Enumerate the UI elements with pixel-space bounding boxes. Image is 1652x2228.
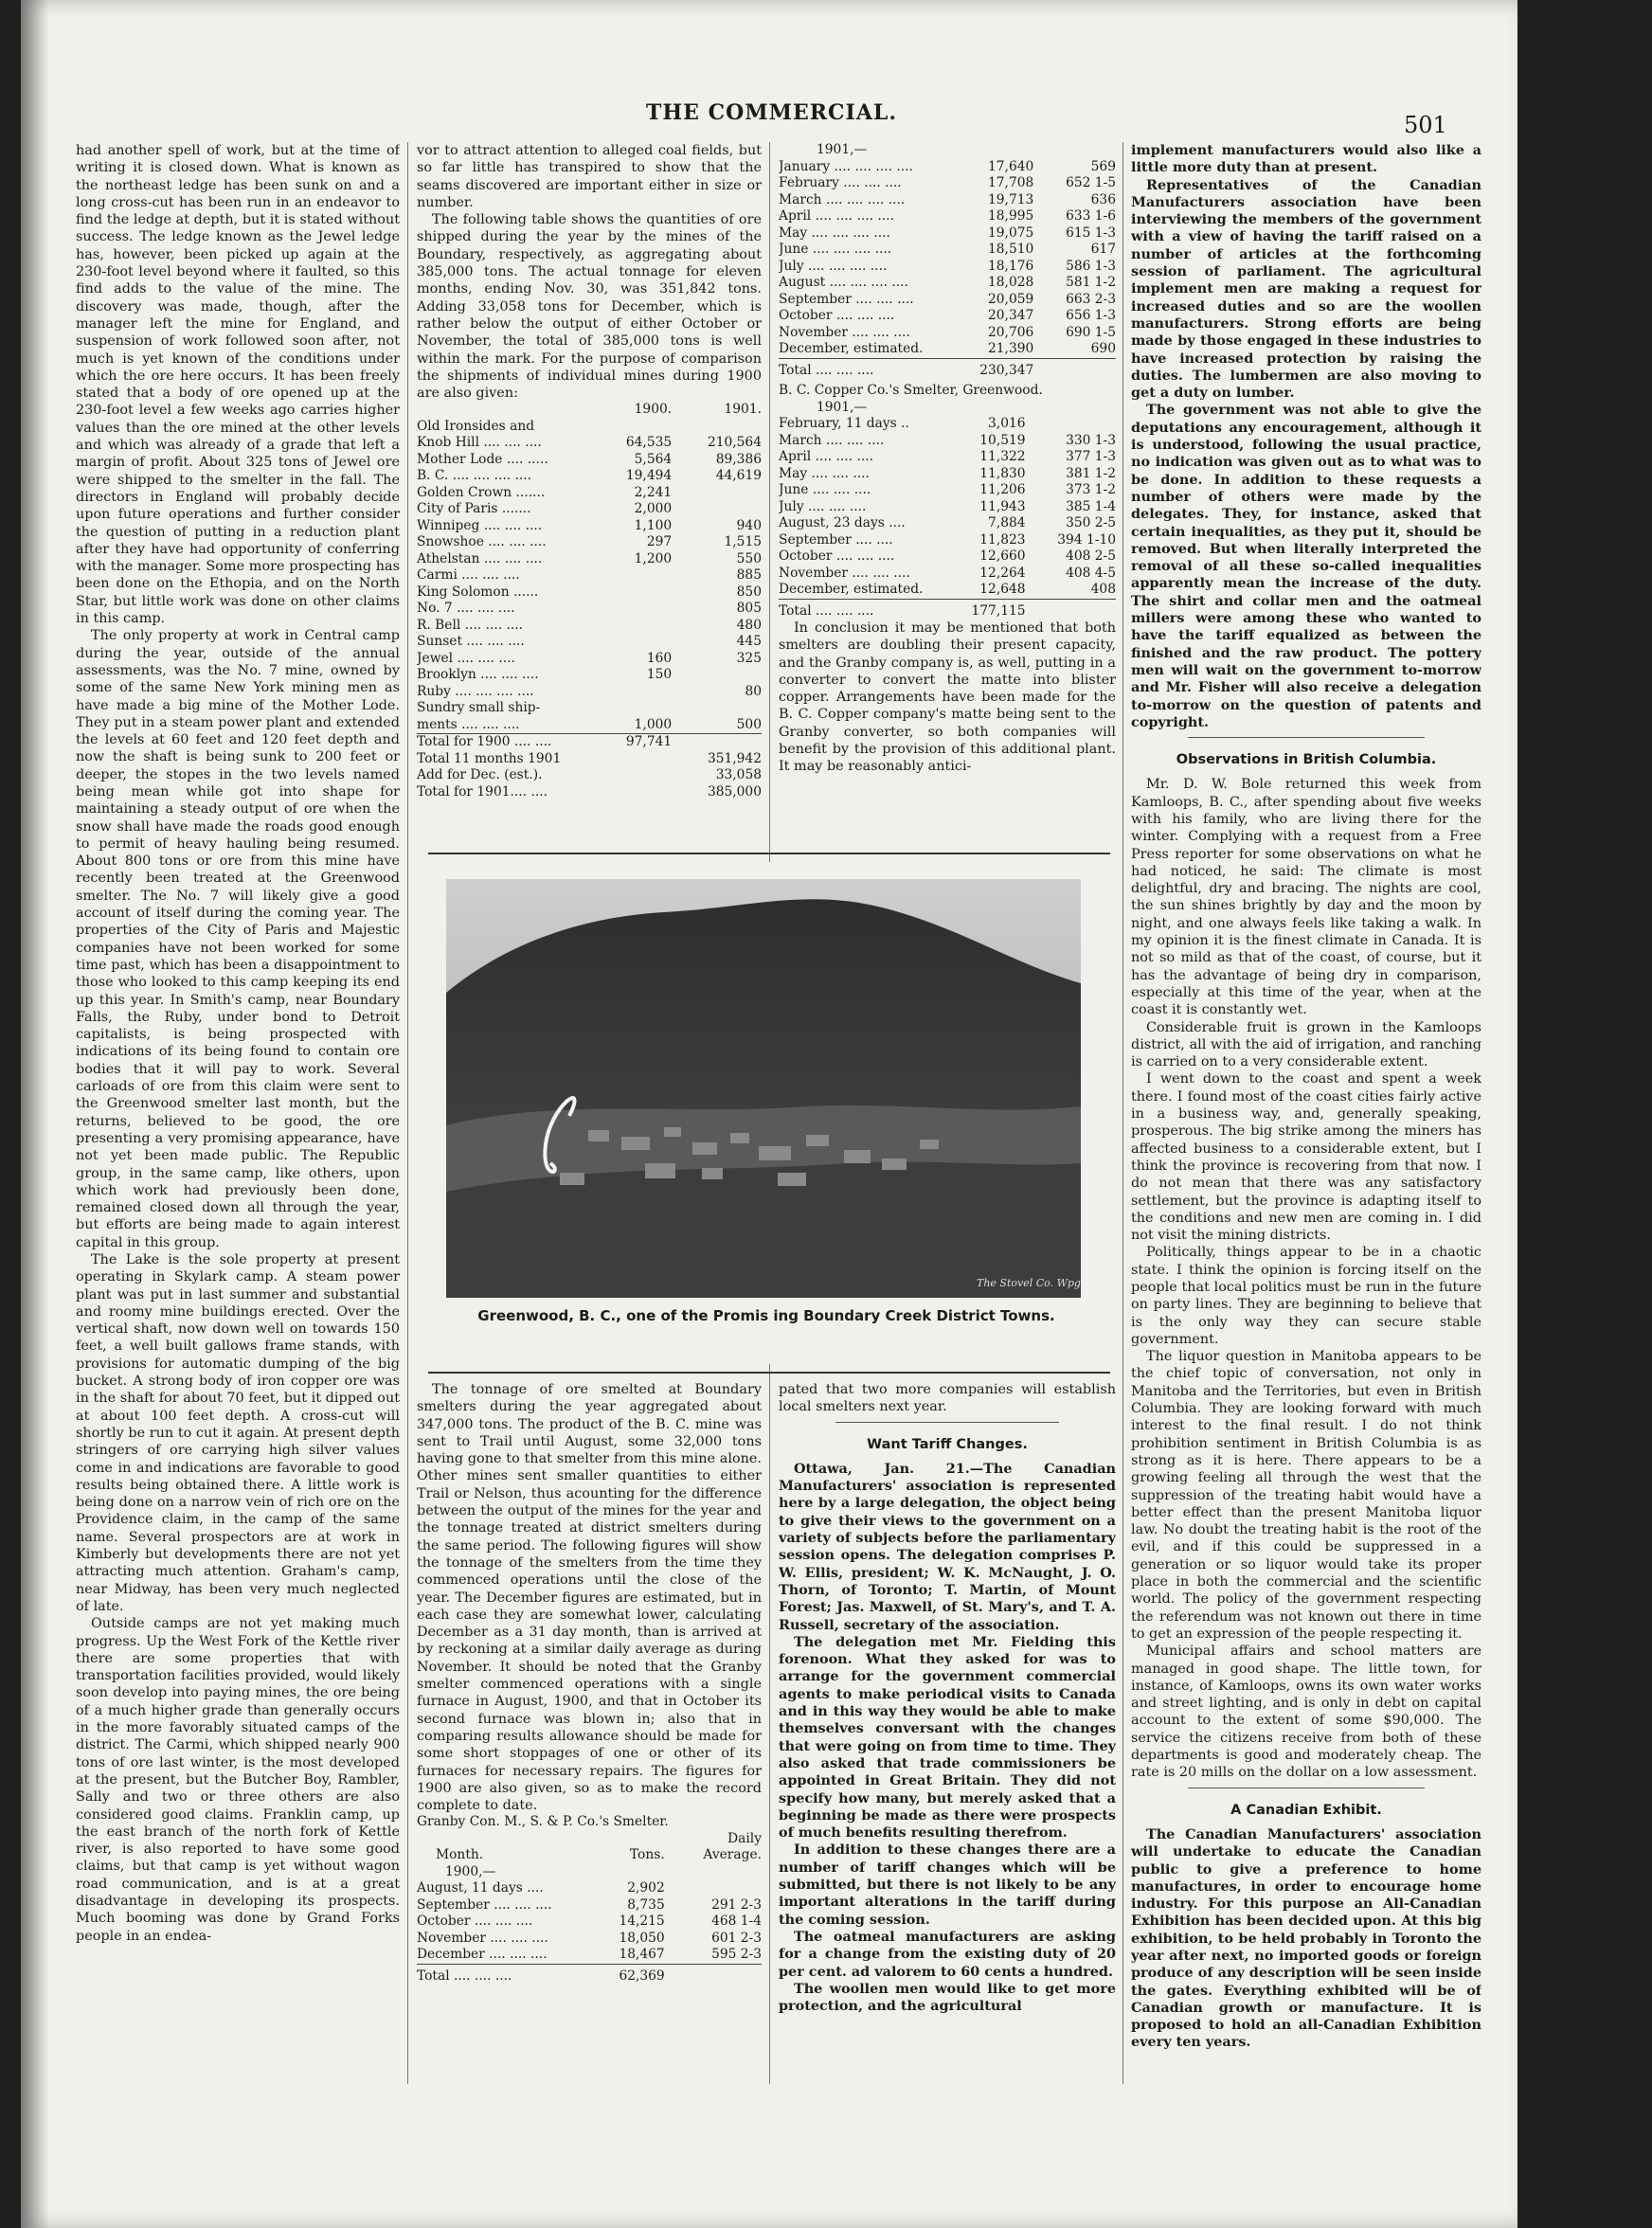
table-cell: September .... .... ....	[417, 1896, 552, 1913]
table-row	[779, 341, 1116, 358]
divider	[1188, 737, 1425, 738]
table-row	[779, 292, 1116, 309]
table-row	[417, 1931, 762, 1948]
total-label: Total .... .... ....	[417, 1964, 598, 1985]
table-cell	[606, 634, 691, 651]
table-cell: 8,735	[627, 1896, 665, 1913]
table-cell: 19,075	[988, 225, 1034, 241]
total-value: 62,369	[598, 1964, 684, 1985]
table-cell: 12,648	[979, 582, 1026, 597]
table-cell: Athelstan .... .... ....	[417, 550, 543, 566]
table-cell: November .... .... ....	[779, 324, 910, 340]
table-cell: 291 2-3	[711, 1896, 762, 1913]
table-cell: 1,200	[634, 550, 673, 566]
article-paragraph: In addition to these changes there are a number of tariff changes which will be submitted, but there is not likely to be any important alterations in the tariff during the coming session.	[779, 1842, 1116, 1928]
table-cell: March .... .... ....	[779, 432, 885, 448]
table-cell	[606, 700, 691, 717]
table-cell: 21,390	[988, 341, 1034, 356]
table-row	[417, 419, 762, 436]
table-cell: 633 1-6	[1066, 208, 1116, 224]
article-paragraph: vor to attract attention to alleged coal fields, but so far little has transpired to show that the seams discovered are important either in size or number.	[417, 143, 762, 210]
table-cell: 10,519	[979, 432, 1026, 448]
table-row	[417, 435, 762, 452]
table-cell: 11,322	[979, 449, 1026, 464]
table-cell: 601 2-3	[711, 1930, 762, 1946]
table-cell: 656 1-3	[1066, 308, 1116, 323]
table-row	[779, 159, 1116, 176]
table-cell: Total for 1901.... ....	[417, 783, 548, 800]
article-paragraph: The Canadian Manufacturers' association will undertake to educate the Canadian public to give a preference to home manufactures, in order to encourage home industry. For this purpose an All-Canadian Exhibition has been decided upon. At this big exhibition, to be held probably in Toronto the year after next, no imported goods or foreign produce of any description will be seen inside the gates. Everything exhibited will be of Canadian growth or manufacture. It is proposed to hold an all-Canadian Exhibition every ten years.	[1131, 1825, 1481, 2051]
page-title: THE COMMERCIAL.	[646, 100, 898, 125]
table-cell: Add for Dec. (est.).	[417, 767, 543, 783]
table-cell: 18,467	[619, 1947, 665, 1963]
table-cell: Brooklyn .... .... ....	[417, 667, 539, 683]
photo-block	[432, 870, 1101, 1364]
table-cell: January .... .... .... ....	[779, 158, 913, 174]
table-cell: 2,902	[627, 1880, 665, 1896]
table-cell: 2,000	[634, 501, 673, 517]
table-cell: 89,386	[715, 451, 762, 467]
table-cell: ments .... .... ....	[417, 716, 520, 732]
table-cell: King Solomon ......	[417, 584, 539, 600]
table-cell: Snowshoe .... .... ....	[417, 534, 547, 550]
article-paragraph: Municipal affairs and school matters are managed in good shape. The little town, for instance, of Kamloops, owns its own water works and street lighting, and is only in debt on capital account to the extent of some $90,000. The service the citizens receive from both of these departments is good and moderately cheap. The rate is 20 mills on the dollar on a low assessment.	[1131, 1644, 1481, 1781]
column-header: 1901.	[724, 402, 762, 418]
table-cell: June .... .... ....	[779, 482, 871, 497]
table-cell: May .... .... .... ....	[779, 225, 890, 241]
table-cell: Total 11 months 1901	[417, 750, 562, 766]
table-cell	[691, 501, 762, 518]
table-cell: 18,176	[988, 258, 1034, 274]
table-cell	[606, 618, 691, 635]
table-row	[779, 449, 1116, 466]
table-cell: 615 1-3	[1066, 225, 1116, 241]
table-year-label: 1901,—	[817, 142, 868, 157]
table-heading: B. C. Copper Co.'s Smelter, Greenwood.	[779, 383, 1043, 398]
article-paragraph: The tonnage of ore smelted at Boundary smelters during the year aggregated about 347,000 tons. The product of the B. C. mine was sent to Trail until August, some 32,000 tons having gone to that smelter from this mine alone. Other mines sent smaller quantities to either Trail or Nelson, thus acounting for the difference between the output of the mines for the year and the tonnage treated at district smelters during the same period. The following figures will show the tonnage of the smelters from the time they commenced operations until the close of the year. The December figures are estimated, but in each case they are somewhat lower, calculating December as a 31 day month, than is arrived at by reckoning at a similar daily average as during November. It should be noted that the Granby smelter commenced operations with a single furnace in August, 1900, and that in October its second furnace was blown in; also that in comparing results allowance should be made for some short stoppages of one or other of its furnaces for necessary repairs. The figures for 1900 are also given, so as to make the record complete to date.	[417, 1382, 762, 1814]
table-cell: Sundry small ship-	[417, 700, 541, 716]
table-row	[417, 534, 762, 551]
table-cell: 550	[736, 550, 762, 566]
table-cell: 64,535	[625, 435, 673, 451]
table-cell: 850	[736, 584, 762, 600]
table-cell	[606, 751, 691, 768]
table-row	[417, 618, 762, 635]
table-row	[417, 518, 762, 535]
table-cell: 408 4-5	[1066, 565, 1116, 581]
article-paragraph: Representatives of the Canadian Manufacturers association have been interviewing the members of the government with a view of having the tariff raised on a number of articles at the forthcoming session of parliament. The agricultural implement men are making a request for increased duties and so are the woollen manufacturers. Strong efforts are being made by those engaged in these industries to have increased protection by raising the duties. The lumbermen are also moving to get a duty on lumber.	[1131, 176, 1481, 402]
newspaper-page	[21, 0, 1517, 2228]
table-cell: 636	[1090, 191, 1116, 207]
article-paragraph: Politically, things appear to be in a chaotic state. I think the opinion is forcing itself on the people that local politics must be run in the future on party lines. They are beginning to believe that is the only way they can secure stable government.	[1131, 1245, 1481, 1347]
table-cell: 18,995	[988, 208, 1034, 224]
table-row	[779, 192, 1116, 209]
table-cell: February .... .... ....	[779, 175, 902, 190]
table-cell: 12,660	[979, 548, 1026, 564]
article-paragraph: Ottawa, Jan. 21.—The Canadian Manufacturers' association is represented here by a large delegation, the object being to give their views to the government on a variety of subjects before the parliamentary session opens. The delegation comprises P. W. Ellis, president; W. K. McNaught, J. O. Thorn, of Toronto; T. Martin, of Mount Forest; Jas. Maxwell, of St. Mary's, and T. A. Russell, secretary of the association.	[779, 1460, 1116, 1633]
table-row	[417, 751, 762, 768]
table-cell: 885	[736, 567, 762, 584]
table-cell: May .... .... ....	[779, 465, 870, 481]
table-cell: 20,706	[988, 324, 1034, 340]
table-cell: 581 1-2	[1066, 275, 1116, 290]
table-cell: April .... .... .... ....	[779, 208, 894, 224]
table-cell	[691, 734, 762, 751]
table-cell	[691, 700, 762, 717]
greenwood-town-photo	[446, 879, 1081, 1298]
table-cell	[606, 419, 691, 436]
table-cell: 350 2-5	[1066, 515, 1116, 530]
column-rule	[769, 1364, 770, 2084]
column-header: Tons.	[629, 1847, 665, 1863]
table-cell: Knob Hill .... .... ....	[417, 435, 542, 451]
table-cell: 1,515	[724, 534, 762, 550]
table-cell: February, 11 days ..	[779, 416, 909, 431]
table-heading: Granby Con. M., S. & P. Co.'s Smelter.	[417, 1814, 669, 1830]
table-row	[779, 499, 1116, 516]
table-cell: 373 1-2	[1066, 482, 1116, 497]
article-paragraph: Outside camps are not yet making much progress. Up the West Fork of the Kettle river there are some properties that with transportation facilities provided, would likely soon develop into paying mines, the ore being of a much higher grade than generally occurs in the more favorably situated camps of the district. The Carmi, which shipped nearly 900 tons of ore last winter, is the most developed at the present, but the Butcher Boy, Rambler, Sally and two or three others are also considered good claims. Franklin camp, up the east branch of the north fork of Kettle river, is also reported to have some good claims, but that camp is yet without wagon road communication, and is at a great disadvantage in developing its prospects. Much booming was done by Grand Forks people in an endea-	[76, 1616, 400, 1944]
bc-copper-table	[779, 416, 1116, 620]
table-cell: B. C. .... .... .... ....	[417, 468, 532, 484]
table-row	[779, 175, 1116, 192]
table-cell: July .... .... ....	[779, 498, 867, 514]
table-cell: 445	[736, 634, 762, 650]
table-row	[417, 1897, 762, 1914]
table-row	[779, 242, 1116, 259]
photo-caption: Greenwood, B. C., one of the Promis ing Boundary Creek District Towns.	[477, 1307, 1055, 1324]
table-row	[417, 567, 762, 584]
table-cell: August .... .... .... ....	[779, 275, 908, 290]
table-cell: 18,050	[619, 1930, 665, 1946]
article-paragraph: The government was not able to give the deputations any encouragement, although it is understood, following the usual practice, no indication was given out as to what was to be done. In addition to these requests a number of others were made by the delegates. They, for instance, asked that certain inequalities, as they put it, should be removed. But when literally interpreted the removal of all these so-called inequalities apparently mean the increase of the duty. The shirt and collar men and the oatmeal millers were among these who wanted to have the tariff equalized as between the finished and the raw product. The pottery men will wait on the government to-morrow and Mr. Fisher will also receive a delegation to-morrow on the question of patents and copyright.	[1131, 402, 1481, 730]
table-cell: 1,100	[634, 517, 673, 533]
table-cell: R. Bell .... .... ....	[417, 617, 524, 633]
table-cell	[606, 567, 691, 584]
table-cell	[1045, 416, 1116, 433]
table-cell: 97,741	[606, 734, 691, 751]
column-3-upper	[779, 142, 1116, 862]
table-row	[417, 767, 762, 784]
table-row	[779, 433, 1116, 450]
table-cell: December, estimated.	[779, 582, 924, 597]
table-row	[417, 1947, 762, 1964]
table-cell: October .... .... ....	[417, 1914, 533, 1930]
table-row	[779, 548, 1116, 566]
table-cell	[691, 485, 762, 502]
table-cell: 690 1-5	[1066, 324, 1116, 340]
table-cell	[606, 767, 691, 784]
table-cell: 11,943	[979, 498, 1026, 514]
table-row	[417, 634, 762, 651]
table-cell: 19,494	[625, 468, 673, 484]
total-value: 230,347	[961, 358, 1052, 379]
table-cell: 408 2-5	[1066, 548, 1116, 564]
column-1	[76, 142, 400, 2084]
section-rule	[428, 1372, 1110, 1374]
table-row	[779, 325, 1116, 342]
table-cell: November .... .... ....	[417, 1930, 548, 1946]
table-cell: 690	[1090, 341, 1116, 356]
table-row	[417, 1914, 762, 1931]
table-cell: 11,206	[979, 482, 1026, 497]
table-cell: 17,640	[988, 158, 1034, 174]
table-cell: 617	[1090, 242, 1116, 257]
table-row	[779, 259, 1116, 276]
table-cell: 940	[736, 517, 762, 533]
table-row	[417, 700, 762, 717]
section-heading: Observations in British Columbia.	[1176, 752, 1437, 768]
column-rule	[407, 142, 408, 2084]
table-cell: 1,000	[634, 716, 673, 732]
table-row	[417, 651, 762, 668]
table-row	[417, 501, 762, 518]
table-cell: 150	[646, 667, 673, 683]
section-heading: Want Tariff Changes.	[867, 1436, 1028, 1452]
table-cell: 44,619	[715, 468, 762, 484]
article-paragraph: I went down to the coast and spent a week there. I found most of the coast cities fairly active in a business way, and, generally speaking, prosperous. The big strike among the miners has affected business to a considerable extent, but I think the province is recovering from that now. I do not mean that there was any satisfactory settlement, but the province is adapting itself to the conditions and new men are coming in. I did not visit the mining districts.	[1131, 1071, 1481, 1244]
table-cell: 330 1-3	[1066, 432, 1116, 448]
table-cell: March .... .... .... ....	[779, 191, 906, 207]
table-cell: 33,058	[715, 767, 762, 783]
table-cell: 17,708	[988, 175, 1034, 190]
table-cell	[691, 667, 762, 684]
table-row	[417, 468, 762, 485]
article-paragraph: Considerable fruit is grown in the Kamloops district, all with the aid of irrigation, and ranching is carried on to a very considerable extent.	[1131, 1019, 1481, 1070]
table-cell: 18,510	[988, 242, 1034, 257]
table-cell: 381 1-2	[1066, 465, 1116, 481]
table-row	[417, 667, 762, 684]
landscape-illustration	[446, 879, 1081, 1298]
ore-shipments-table	[417, 402, 762, 800]
table-cell: Carmi .... .... ....	[417, 567, 520, 584]
table-cell: 351,942	[707, 750, 762, 766]
table-row	[779, 515, 1116, 532]
column-rule	[1122, 142, 1123, 2084]
article-paragraph: pated that two more companies will establish local smelters next year.	[779, 1382, 1116, 1415]
table-cell: 480	[736, 617, 762, 633]
table-row	[417, 452, 762, 469]
article-paragraph: implement manufacturers would also like a little more duty than at present.	[1131, 142, 1481, 176]
table-cell: 408	[1090, 582, 1116, 597]
total-label: Total .... .... ....	[779, 358, 961, 379]
table-cell: 20,059	[988, 291, 1034, 307]
table-cell: 663 2-3	[1066, 291, 1116, 307]
table-row	[779, 275, 1116, 292]
table-cell: 325	[736, 650, 762, 666]
table-cell: Jewel .... .... ....	[417, 650, 515, 666]
table-cell: 18,028	[988, 275, 1034, 290]
table-cell: 12,264	[979, 565, 1026, 581]
article-paragraph: The delegation met Mr. Fielding this forenoon. What they asked for was to arrange for the government commercial agents to make periodical visits to Canada and in this way they would be able to make themselves conversant with the changes that were going on from time to time. They also asked that trade commissioners be appointed in Great Britain. They did not specify how many, but merely asked that a beginning be made as there were prospects of much benefits resulting therefrom.	[779, 1633, 1116, 1842]
table-cell: No. 7 .... .... ....	[417, 601, 515, 617]
table-row	[417, 485, 762, 502]
table-cell	[606, 684, 691, 701]
table-cell: 5,564	[634, 451, 673, 467]
total-label: Total .... .... ....	[779, 599, 955, 620]
table-row	[417, 584, 762, 602]
granby-1900-table	[417, 1831, 762, 1985]
table-cell: 652 1-5	[1066, 175, 1116, 190]
section-rule	[428, 853, 1110, 854]
table-cell	[691, 419, 762, 436]
column-rule	[769, 142, 770, 862]
table-cell: Ruby .... .... .... ....	[417, 683, 534, 699]
table-cell: 19,713	[988, 191, 1034, 207]
table-cell	[684, 1880, 762, 1897]
table-cell: Golden Crown .......	[417, 484, 546, 500]
table-cell: October .... .... ....	[779, 548, 895, 564]
article-paragraph: The oatmeal manufacturers are asking for a change from the existing duty of 20 per cent. ad valorem to 60 cents a hundred.	[779, 1928, 1116, 1980]
table-row	[417, 734, 762, 751]
table-cell: December .... .... ....	[417, 1947, 548, 1963]
article-paragraph: had another spell of work, but at the time of writing it is closed down. What is known as the northeast ledge has been sunk on and a long cross-cut has been run in an endeavor to find the ledge at depth, but it is stated without success. The ledge known as the Jewel ledge has, however, been picked up again at the 230-foot level beyond where it faulted, so this find adds to the value of the mine. The discovery was made, though, after the manager left the mine for England, and suspension of work followed soon after, not much is yet known of the conditions under which the ore here occurs. It has been freely stated that a body of ore opened up at the 230-foot level a few weeks ago carries higher values than the ore mined at the other levels and which was already of a grade that left a margin of profit. About 325 tons of Jewel ore were shipped to the smelter in the fall. The directors in England will probably decide upon future operations and further consider the question of putting in a reduction plant after they have had opportunity of conferring with the manager. Some more prospecting has been done on the Ethopia, and on the North Star, but little work was done on other claims in this camp.	[76, 143, 400, 627]
table-cell: 11,830	[979, 465, 1026, 481]
column-3-lower	[779, 1381, 1116, 2101]
table-year-label: 1900,—	[445, 1863, 496, 1879]
table-cell: 210,564	[707, 435, 762, 451]
table-cell: November .... .... ....	[779, 565, 910, 581]
table-cell: 595 2-3	[711, 1947, 762, 1963]
table-row	[779, 566, 1116, 583]
table-cell: Total for 1900 .... ....	[417, 734, 606, 751]
article-paragraph: Mr. D. W. Bole returned this week from Kamloops, B. C., after spending about five weeks with his family, who are living there for the winter. Complying with a request from a Free Press reporter for some observations on what he had noticed, he said: The climate is most delightful, dry and bracing. The nights are cool, the sun shines brightly by day and the moon by night, and one always feels like taking a walk. In my opinion it is the finest climate in Canada. It is not so mild as that of the coast, of course, but it has the advantage of being dry in comparison, especially at this time of the year, when at the coast it is constantly wet.	[1131, 777, 1481, 1018]
table-cell: 3,016	[988, 416, 1026, 431]
table-year-label: 1901,—	[817, 399, 868, 415]
table-cell: 160	[646, 650, 673, 666]
table-row	[417, 684, 762, 701]
section-heading: A Canadian Exhibit.	[1230, 1802, 1382, 1818]
divider	[835, 1422, 1059, 1423]
table-row	[417, 717, 762, 734]
table-row	[779, 225, 1116, 243]
table-cell: Mother Lode .... .....	[417, 451, 548, 467]
table-cell: October .... .... ....	[779, 308, 895, 323]
table-cell: 468 1-4	[711, 1914, 762, 1930]
table-cell: 805	[736, 601, 762, 617]
column-2-lower	[417, 1381, 762, 2101]
table-cell: August, 23 days ....	[779, 515, 906, 530]
article-paragraph: The liquor question in Manitoba appears to be the chief topic of conversation, not only in Manitoba and the Territories, but even in British Columbia. They are looking forward with much interest to the final result. I do not think prohibition sentiment in British Columbia is as strong as it is here. There appears to be a growing feeling all through the west that the suppression of the treating habit would have a better effect than the present Manitoba liquor law. No doubt the treating habit is the root of the evil, and if this could be suppressed in a generation or so liquor would take its proper place in both the commercial and the scientific world. The policy of the government respecting the referendum was not known out there in time to get an expression of the people respecting it.	[1131, 1349, 1481, 1642]
table-cell: 586 1-3	[1066, 258, 1116, 274]
table-cell: 11,823	[979, 531, 1026, 548]
column-header: Average.	[703, 1847, 762, 1863]
article-paragraph: The only property at work in Central camp during the year, outside of the annual assessments, was the No. 7 mine, owned by some of the same New York mining men as have made a big mine of the Mother Lode. They put in a steam power plant and extended the levels at 60 feet and 120 feet depth and now the shaft is being sunk to 200 feet or deeper, the stopes in the two levels named being mean while got into shape for maintaining a steady output of ore when the snow shall have made the roads good enough to permit of heavy hauling being resumed. About 800 tons or ore from this mine have recently been treated at the Greenwood smelter. The No. 7 will likely give a good account of itself during the coming year. The properties of the City of Paris and Majestic companies have not been worked for some time past, which has been a disappointment to those who looked to this camp keeping its end up this year. In Smith's camp, near Boundary Falls, the Ruby, under bond to Detroit capitalists, is being prospected with indications of its being found to contain ore bodies that it will pay to work. Several carloads of ore from this claim were sent to the Greenwood smelter last month, but the returns, believed to be good, the ore presenting a very promising appearance, have not yet been made public. The Republic group, in the same camp, like others, upon which work had previously been done, remained closed down all through the year, but efforts are being made to again interest capital in this group.	[76, 628, 400, 1250]
table-row	[417, 784, 762, 801]
table-cell: April .... .... ....	[779, 449, 874, 464]
table-cell: 377 1-3	[1066, 449, 1116, 464]
article-paragraph: The Lake is the sole property at present operating in Skylark camp. A steam power plant was put in last summer and substantial and roomy mine buildings erected. Over the vertical shaft, now down well on towards 150 feet, a well built gallows frame stands, with provisions for automatic dumping of the big bucket. A strong body of iron copper ore was in the shaft for about 70 feet, but it dipped out at about 100 feet depth. A cross-cut will shortly be run to cut it again. At present depth stringers of ore carrying high silver values come in and indications are favorable to good results being obtained there. A little work is being done on a narrow vein of rich ore on the Providence claim, in the camp of the same name. Several prospectors are at work in Kimberly but developments there are not yet attracting much attention. Graham's camp, near Midway, has been very much neglected of late.	[76, 1252, 400, 1614]
table-cell: 500	[736, 716, 762, 732]
column-2-upper	[417, 142, 762, 862]
total-value: 177,115	[955, 599, 1044, 620]
column-header: Daily	[727, 1830, 762, 1846]
table-cell	[606, 784, 691, 801]
table-row	[779, 208, 1116, 225]
table-cell	[606, 601, 691, 618]
table-row	[779, 308, 1116, 325]
table-cell: 297	[646, 534, 673, 550]
table-cell: December, estimated.	[779, 341, 924, 356]
table-row	[417, 1880, 762, 1897]
article-paragraph: In conclusion it may be mentioned that both smelters are doubling their present capacity, and the Granby company is, as well, putting in a converter to convert the matte into blister copper. Arrangements have been made for the B. C. Copper company's matte being sent to the Granby converter, so both companies will benefit by the provision of this additional plant. It may be reasonably antici-	[779, 620, 1116, 775]
table-cell	[606, 584, 691, 602]
article-paragraph: The following table shows the quantities of ore shipped during the year by the mines of the Boundary, respectively, as aggregating about 385,000 tons. The actual tonnage for eleven months, ending Nov. 30, was 351,842 tons. Adding 33,058 tons for December, which is rather below the output of either October or November, the total of 385,000 tons is well within the mark. For the purpose of comparison the shipments of individual mines during 1900 are also given:	[417, 212, 762, 402]
table-row	[779, 532, 1116, 549]
table-cell: September .... ....	[779, 531, 893, 548]
table-cell: 2,241	[634, 484, 673, 500]
table-cell: 7,884	[988, 515, 1026, 530]
column-header: 1900.	[634, 402, 673, 418]
column-4	[1131, 142, 1481, 2084]
table-cell: September .... .... ....	[779, 291, 914, 307]
table-cell: Winnipeg .... .... ....	[417, 517, 543, 533]
table-cell: City of Paris .......	[417, 501, 531, 517]
table-cell: July .... .... .... ....	[779, 258, 888, 274]
table-row	[779, 416, 1116, 433]
photo-credit: The Stovel Co. Wpg	[977, 1277, 1081, 1289]
table-cell: August, 11 days ....	[417, 1880, 544, 1896]
table-row	[417, 601, 762, 618]
column-header: Month.	[436, 1847, 484, 1863]
table-row	[417, 551, 762, 568]
table-cell: June .... .... .... ....	[779, 242, 892, 257]
table-cell: 14,215	[619, 1914, 665, 1930]
article-paragraph: The woollen men would like to get more protection, and the agricultural	[779, 1980, 1116, 2015]
table-row	[779, 482, 1116, 499]
table-cell: 385,000	[707, 783, 762, 800]
table-cell: 80	[745, 683, 762, 699]
granby-1901-table	[779, 159, 1116, 380]
table-cell: 385 1-4	[1066, 498, 1116, 514]
table-cell: Sunset .... .... ....	[417, 634, 525, 650]
table-cell: 569	[1090, 158, 1116, 174]
table-cell: Old Ironsides and	[417, 418, 535, 434]
table-row	[779, 582, 1116, 599]
table-cell: 394 1-10	[1057, 531, 1116, 548]
table-row	[779, 466, 1116, 483]
table-cell: 20,347	[988, 308, 1034, 323]
page-number: 501	[1404, 112, 1447, 138]
